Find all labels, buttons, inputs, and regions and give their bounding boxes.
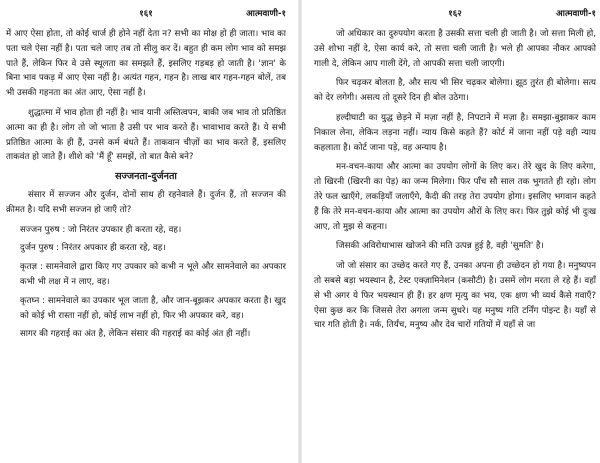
paragraph: संसार में सज्जन और दुर्जन, दोनों साथ ही रहनेवाले हैं। दुर्जन हैं, तो सज्जन की क़ीमत है। यदि सभी सज्जन हो जाएँ तो? <box>6 189 286 215</box>
paragraph: जो अधिकार का दुरुपयोग करता है उसकी सत्ता चली ही जाती है। जो सत्ता मिली हो, उसे शोभा नहीं दे, ऐसा कार्य करे, तो सत्ता चली जाती है। भले ही आपका नौकर आपको गाली दे, लेकिन आप गाली देंगे, तो आपकी सत्ता चली जाएगी। <box>314 29 596 69</box>
page-number: १६२ <box>448 9 462 19</box>
definition-item: कृतघ्न : सामनेवाले का उपकार भूल जाता है, और जान-बूझकर अपकार करता है। खुद को कोई भी रास्ता नहीं हो, कोई लाभ नहीं हो, फिर भी अपकार करे, वह। <box>20 295 286 321</box>
paragraph: हल्दीघाटी का युद्ध छेड़ने में मज़ा नहीं है, निपटाने में मज़ा है। समझा-बुझाकर काम निकाल लेना, लेकिन लड़ना नहीं। न्याय किसे कहते हैं? कोर्ट में जाना नहीं पड़े वही न्याय कहलाता है। कोर्ट जाना पड़े, वह अन्याय है। <box>314 112 596 153</box>
paragraph: मन-वचन-काया और आत्मा का उपयोग लोगों के लिए कर। तेरे खुद के लिए करेगा, तो खिरनी (खिरनी का पेड़) का जन्म मिलेगा। फिर पाँच सौ साल तक भुगतते ही रहो। लोग तेरे फल खाएँगे, लकड़ियाँ जलाएँगे, कैदी की तरह तेरा उपयोग होगा। इसलिए भगवान कहते हैं कि तेरे मन-वचन-काया और आत्मा का उपयोग औरों के लिए कर। फिर तुझे कोई भी दुःख आए, तो मुझ से कहना। <box>314 162 596 232</box>
paragraph: जिसकी अविरोधाभास खोजने की मति उत्पन्न हुई है, वही 'सुमति' है। <box>336 241 544 252</box>
page-number: १६१ <box>139 9 153 19</box>
definition-item: सागर की गहराई का अंत है, लेकिन संसार की गहराई का कोई अंत ही नहीं। <box>20 329 251 340</box>
definition-item: कृतज्ञ : सामनेवाले द्वारा किए गए उपकार को कभी न भूले और सामनेवाले का अपकार कभी भी लक्ष में न लाए, वह। <box>20 262 286 287</box>
paragraph: फिर चढ़कर बोलता है, और सत्य भी सिर चढ़कर बोलेगा। झूठ तुरंत ही बोलेगा। सत्य को देर लगेगी। असत्य तो दूसरे दिन ही बोल उठेगा। <box>314 78 596 104</box>
definition-item: सज्जन पुरुष : जो निरंतर उपकार ही करता रहे, वह। <box>20 224 182 235</box>
right-running-header <box>314 7 596 22</box>
book-title: आत्मवाणी-१ <box>556 9 596 19</box>
right-page <box>314 0 596 463</box>
paragraph: जो जो संसार का उच्छेद करते गए हैं, उनका अपना ही उच्छेदन हो गया है। मनुष्यपन तो सबसे बड़ा भयस्थान है, टेस्ट एक्ज़ामिनेशन (कसौटी) है। उसमें लोग मरता ले रहे हैं। वहाँ से भी अगर ये फिर भयस्थान ही हैं। हर क्षण मृत्यु का भय, एक क्षण भी व्यर्थ कैसे गवाएँ? ऐसा कुछ कर कि जिससे तेरा अगला जन्म सुधरे। यह मनुष्य गति टर्निंग पोइन्ट है। यहाँ से चार गति होती है। नर्क, तिर्यंच, मनुष्य और देव चारों गतियों में यहाँ से जा <box>314 261 596 331</box>
book-title: आत्मवाणी-१ <box>246 9 286 19</box>
left-running-header <box>6 7 286 22</box>
book-gutter <box>298 0 302 463</box>
section-heading: सज्जनता-दुर्जनता <box>115 171 177 183</box>
paragraph: में आए ऐसा होता, तो कोई चार्ज ही होने नहीं देता न? सभी का मोक्ष हो ही जाता। भाव का पता चले ऐसा नहीं है। पता चले जाए तब तो सीलु कर दें। बहुत ही कम लोग भाव को समझ पाते हैं, लेकिन फिर वे उसे स्थूलता का समझते हैं, इसलिए गड़बड़ हो जाती है। 'ज्ञान' के बिना भाव पकड़ में आए ऐसा नहीं है। अत्यंत गहन, गहन है। लाख बार गहन-गहन बोलें, तब भी उसकी गहनता का अंत आए, ऐसा नहीं है। <box>6 29 286 99</box>
definition-item: दुर्जन पुरुष : निरंतर अपकार ही करता रहे, वह। <box>20 243 166 254</box>
left-page <box>6 0 286 463</box>
paragraph: शुद्धात्मा में भाव होता ही नहीं है। भाव यानी अस्तित्वपन, बाकी जब भाव तो प्रतिष्ठित आत्मा का ही है। लोग तो जो भाता है उसी पर भाव करते हैं। भावाभाव करते हैं। ये सभी प्रतिष्ठित आत्मा के ही हैं, उनसे कर्म बंधते हैं। ताकवान चीज़ों का भाव करते हैं, इसलिए ताकवंत हो जाते हैं। शीशे को 'मैं हूँ' समझें, तो बात कैसे बने? <box>6 107 286 163</box>
